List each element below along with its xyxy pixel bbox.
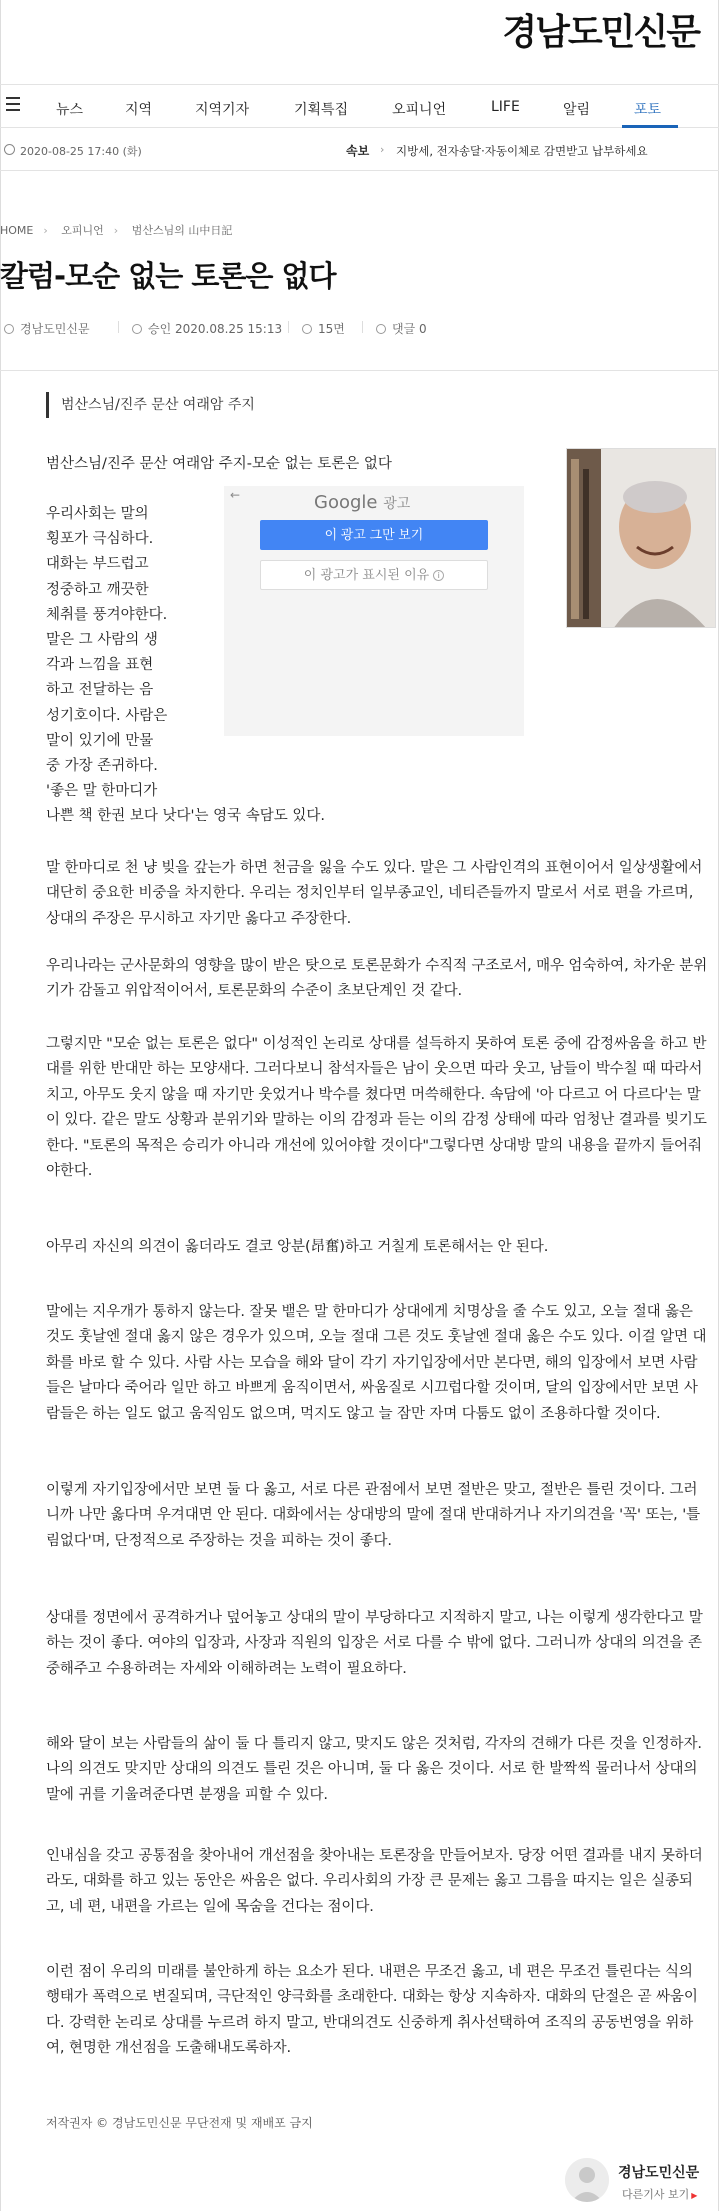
main-nav: [0, 84, 719, 128]
article-byline: 범산스님/진주 문산 여래암 주지: [46, 392, 255, 418]
page-icon: [302, 324, 312, 334]
breadcrumb-home[interactable]: HOME: [0, 224, 34, 237]
wrapped-text-last: 나쁜 책 한권 보다 낫다'는 영국 속담도 있다.: [46, 808, 325, 824]
logo-bar: [0, 0, 719, 58]
wrapped-text: 우리사회는 말의 횡포가 극심하다. 대화는 부드럽고 정중하고 깨끗한 체취를 풍겨야한다. 말은 그 사람의 생 각과 느낌을 표현 하고 전달하는 음 성기호이다. 사람은 말이 있기에 만물 중 가장 존귀하다. '좋은 말 한마디가: [46, 506, 168, 800]
news-ticker: [0, 131, 719, 171]
current-date: 2020-08-25 17:40 (화): [20, 145, 142, 158]
nav-active-indicator: [622, 125, 678, 128]
reporter-name: 경남도민신문: [618, 2165, 700, 2181]
article-paragraph: 이렇게 자기입장에서만 보면 둘 다 옳고, 서로 다른 관점에서 보면 절반은 맞고, 절반은 틀린 것이다. 그러니까 나만 옳다며 우겨대면 안 된다. 대화에서는 상대방의 말에 절대 반대하거나 자기의견을 '꼭' 또는, '틀림없다'며, 단정적으로 주장하는 것을 피하는 것이 좋다.: [46, 1482, 700, 1549]
breaking-headline-link[interactable]: 지방세, 전자송달·자동이체로 감면받고 납부하세요: [396, 144, 648, 158]
why-ad-button[interactable]: 이 광고가 표시된 이유 i: [260, 560, 488, 590]
article-paragraph: 말에는 지우개가 통하지 않는다. 잘못 뱉은 말 한마디가 상대에게 치명상을 줄 수도 있고, 오늘 절대 옳은 것도 훗날엔 절대 옳지 않은 경우가 있으며, 오늘 절대 그른 것도 훗날엔 절대 옳은 수도 있다. 이걸 알면 대화를 바로 할 수 있다. 사람 사는 모습을 해와 달이 각기 자기입장에서만 본다면, 해의 입장에서 보면 사람들은 날마다 죽어라 일만 하고 바쁘게 움직이면서, 싸움질로 시끄럽다할 것이며, 달의 입장에서만 보면 사람들은 하는 일도 없고 움직임도 없으며, 먹지도 않고 늘 잠만 자며 다툼도 없이 조용하다할 것이다.: [46, 1304, 707, 1422]
nav-item-opinion[interactable]: 오피니언: [392, 102, 447, 118]
chevron-right-icon: ›: [43, 224, 48, 237]
stop-ad-button[interactable]: 이 광고 그만 보기: [260, 520, 488, 550]
ad-brand: Google 광고: [314, 492, 411, 513]
breadcrumb-column[interactable]: 범산스님의 山中日記: [131, 224, 233, 237]
triangle-right-icon: ▶: [691, 2191, 698, 2200]
clock-icon: [4, 144, 15, 155]
nav-item-notice[interactable]: 알림: [563, 102, 591, 118]
nav-item-photo[interactable]: 포토: [634, 102, 662, 118]
chevron-right-icon: ›: [113, 224, 119, 237]
article-paragraph: 인내심을 갖고 공통점을 찾아내어 개선점을 찾아내는 토론장을 만들어보자. 당장 어떤 결과를 내지 못하더라도, 대화를 하고 있는 동안은 싸움은 없다. 우리사회의 가장 큰 문제는 옳고 그름을 따지는 일은 실종되고, 네 편, 내편을 가르는 일에 목숨을 건다는 점이다.: [46, 1848, 703, 1915]
chevron-right-icon: ›: [380, 143, 385, 156]
clock-icon: [132, 324, 142, 334]
menu-icon[interactable]: [6, 97, 20, 111]
arrow-left-icon[interactable]: ←: [230, 488, 241, 502]
article-paragraph: 상대를 정면에서 공격하거나 덮어놓고 상대의 말이 부당하다고 지적하지 말고, 나는 이렇게 생각한다고 말하는 것이 좋다. 여야의 입장과, 사장과 직원의 입장은 서로 다를 수 밖에 없다. 그러니까 상대의 의견을 존중해주고 수용하려는 자세와 이해하려는 노력이 필요하다.: [46, 1610, 703, 1677]
article-paragraph: 이런 점이 우리의 미래를 불안하게 하는 요소가 된다. 내편은 무조건 옳고, 네 편은 무조건 틀린다는 식의 행태가 폭력으로 변질되며, 극단적인 양극화를 초래한다. 대화는 항상 지속하자. 대화의 단절은 곧 싸움이다. 강력한 논리로 상대를 누르려 하지 말고, 반대의견도 신중하게 취사선택하여 조직의 공동번영을 위하여, 현명한 개선점을 도출해내도록하자.: [46, 1964, 698, 2057]
comments-count[interactable]: 댓글 0: [376, 320, 427, 337]
google-ad: [224, 486, 524, 736]
nav-item-region[interactable]: 지역: [125, 102, 153, 118]
article-paragraph: 해와 달이 보는 사람들의 삶이 둘 다 틀리지 않고, 맞지도 않은 것처럼, 각자의 견해가 다른 것을 인정하자. 나의 의견도 맞지만 상대의 의견도 틀린 것은 아니며, 둘 다 옳은 것이다. 서로 한 발짝씩 물러나서 상대의 말에 귀를 기울려준다면 분쟁을 피할 수 있다.: [46, 1736, 702, 1803]
article-paragraph: 말 한마디로 천 냥 빚을 갚는가 하면 천금을 잃을 수도 있다. 말은 그 사람인격의 표현이어서 일상생활에서 대단히 중요한 비중을 차지한다. 우리는 정치인부터 일부종교인, 네티즌들까지 말로서 서로 편을 가르며, 상대의 주장은 무시하고 자기만 옳다고 주장한다.: [46, 860, 703, 927]
breaking-label: 속보: [346, 144, 370, 158]
article-paragraph: 우리나라는 군사문화의 영향을 많이 받은 탓으로 토론문화가 수직적 구조로서, 매우 엄숙하여, 차가운 분위기가 감돌고 위압적이어서, 토론문화의 수준이 초보단계인 것 같다.: [46, 958, 708, 1000]
copyright-notice: 저작권자 © 경남도민신문 무단전재 및 재배포 금지: [46, 2116, 313, 2130]
comment-icon: [376, 324, 386, 334]
nav-item-life[interactable]: LIFE: [491, 99, 520, 115]
author: 경남도민신문: [4, 320, 90, 337]
info-icon: i: [433, 570, 444, 581]
page-number: 15면: [302, 320, 345, 337]
author-photo: [566, 448, 716, 628]
divider: [0, 370, 719, 371]
article-paragraph: 그렇지만 "모순 없는 토론은 없다" 이성적인 논리로 상대를 설득하지 못하여 토론 중에 감정싸움을 하고 반대를 위한 반대만 하는 모양새다. 그러다보니 참석자들은 남이 웃으면 따라 웃고, 남들이 박수칠 때 따라서 치고, 아무도 웃지 않을 때 자기만 웃었거나 박수를 쳤다면 머쓱해한다. 속담에 '아 다르고 어 다르다'는 말이 있다. 같은 말도 상황과 분위기와 말하는 이의 감정과 듣는 이의 감정 상태에 따라 엄청난 결과를 빚기도 한다. "토론의 목적은 승리가 아니라 개선에 있어야할 것이다"그렇다면 상대방 말의 내용을 끝까지 들어줘야한다.: [46, 1036, 707, 1180]
nav-item-news[interactable]: 뉴스: [56, 102, 84, 118]
breadcrumb-opinion[interactable]: 오피니언: [61, 224, 104, 237]
nav-item-special[interactable]: 기획특집: [294, 102, 349, 118]
avatar: [565, 2158, 609, 2202]
breadcrumb: [0, 222, 238, 238]
article-paragraph: 아무리 자신의 의견이 옳더라도 결코 앙분(昂奮)하고 거칠게 토론해서는 안 된다.: [46, 1239, 549, 1255]
nav-item-region-reporter[interactable]: 지역기자: [195, 102, 250, 118]
site-logo[interactable]: 경남도민신문: [502, 12, 699, 53]
other-articles-link[interactable]: 다른기사 보기 ▶: [622, 2188, 698, 2201]
article-headline: 칼럼-모순 없는 토론은 없다: [0, 259, 336, 293]
article-lede: 범산스님/진주 문산 여래암 주지-모순 없는 토론은 없다: [46, 456, 392, 472]
approved-date: 승인 2020.08.25 15:13: [132, 320, 282, 337]
user-icon: [4, 324, 14, 334]
